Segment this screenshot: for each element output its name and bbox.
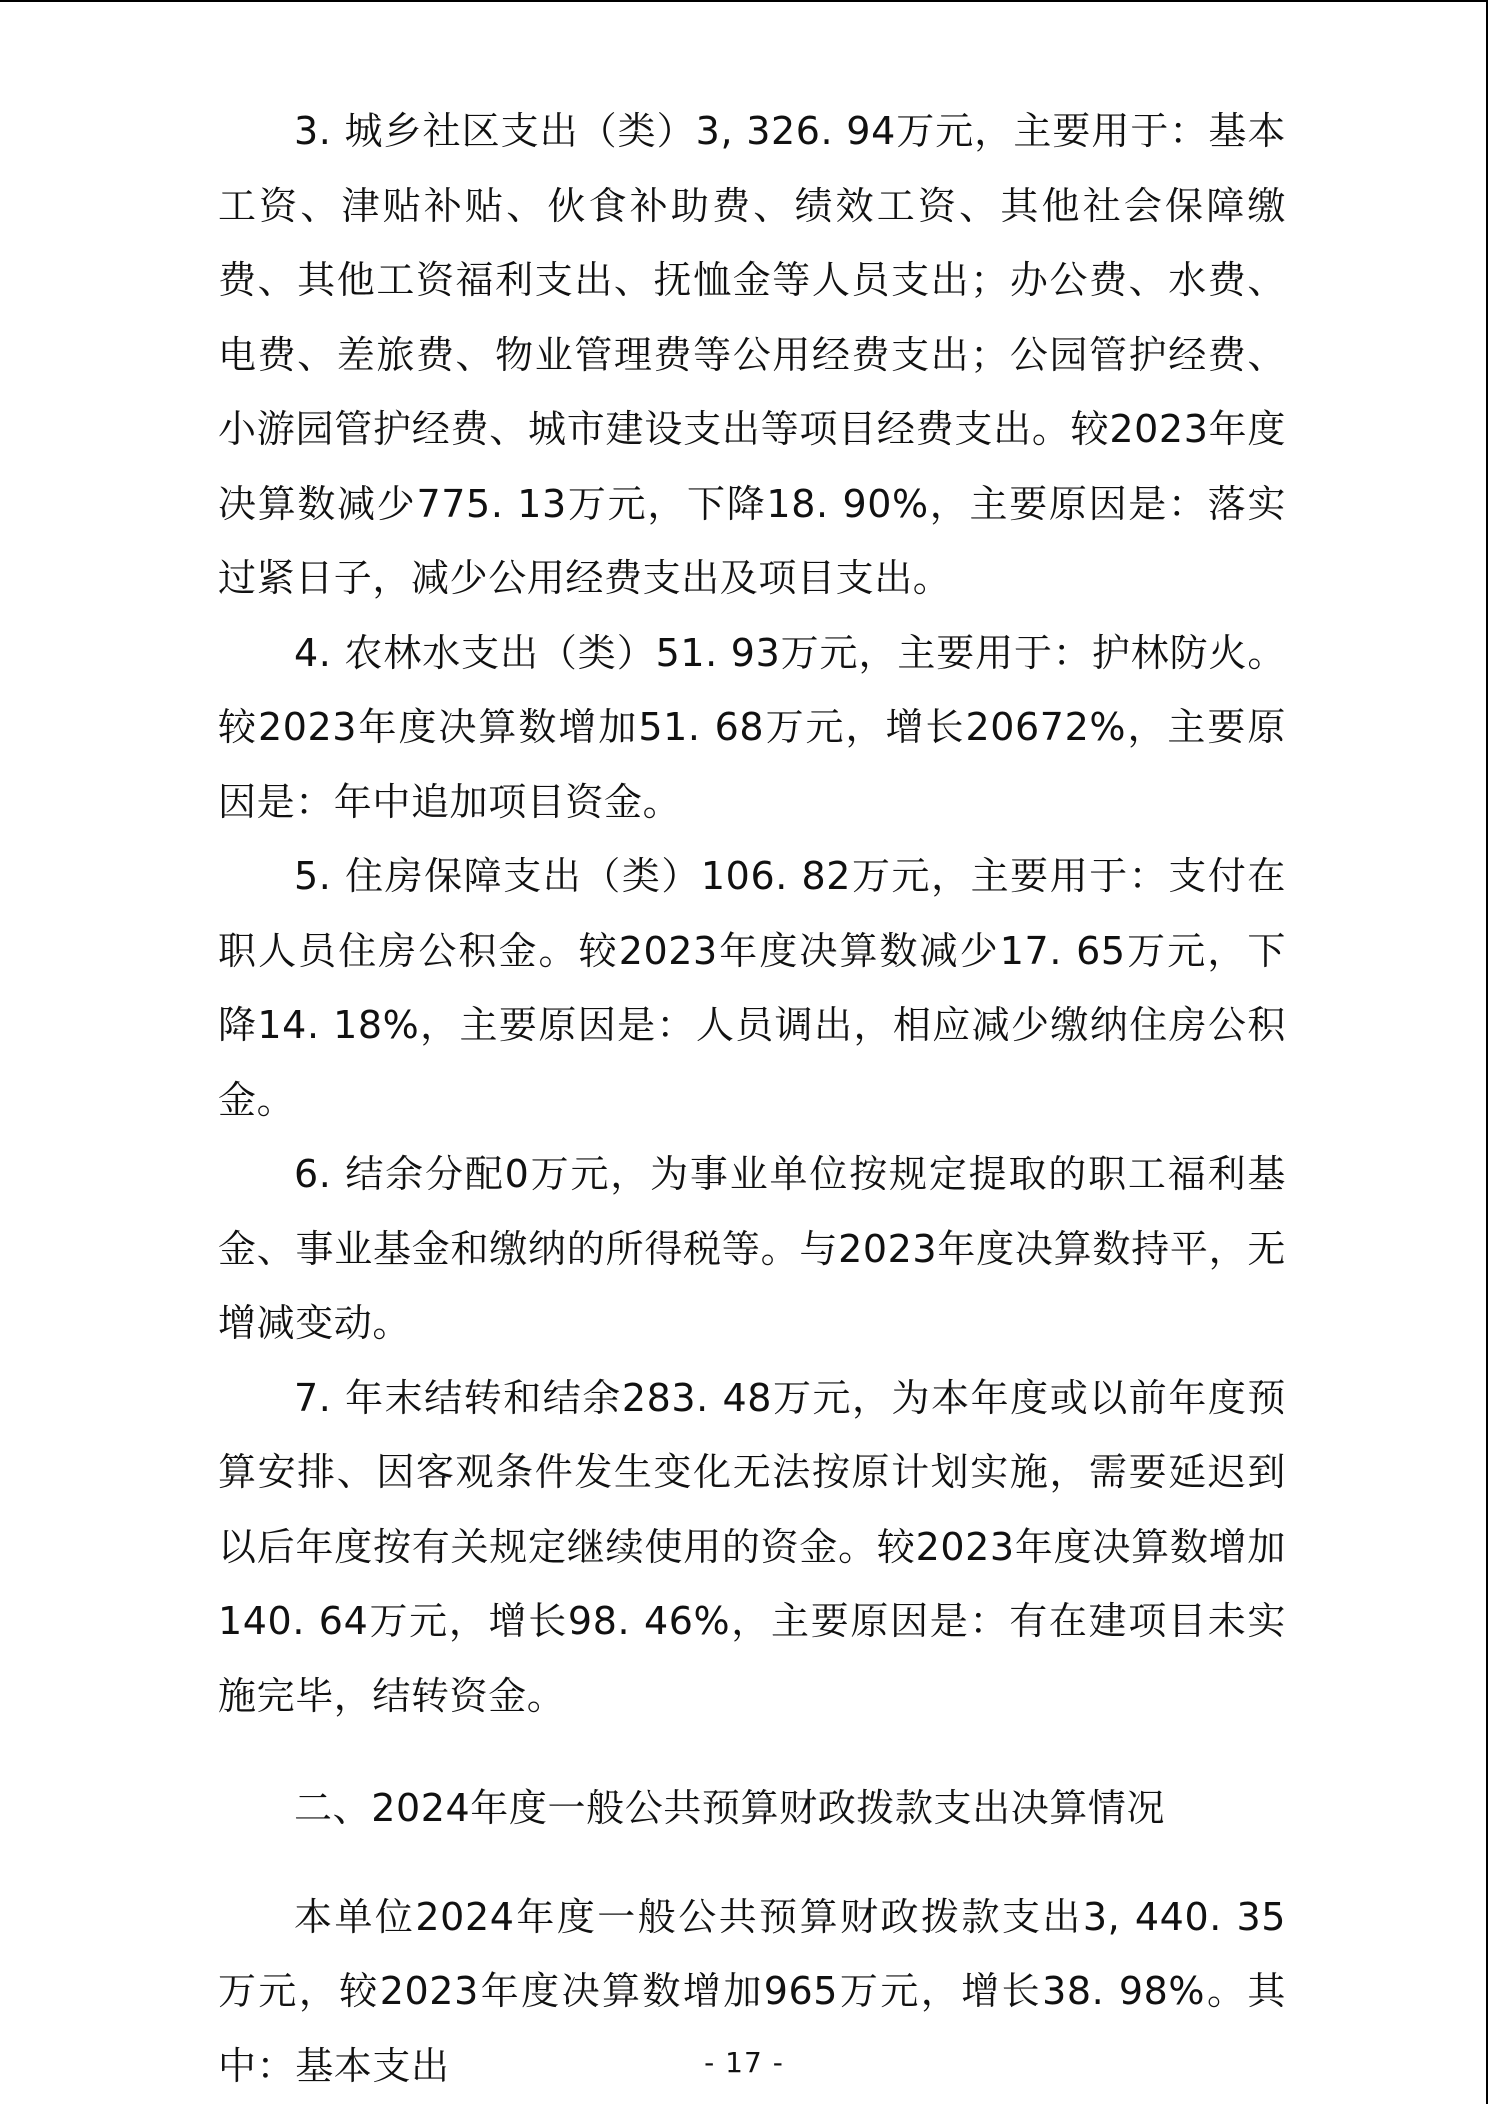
page-body <box>218 94 1286 2103</box>
paragraph-year-end-carryover: 7. 年末结转和结余283. 48万元，为本年度或以前年度预算安排、因客观条件发生变化无法按原计划实施，需要延迟到以后年度按有关规定继续使用的资金。较2023年度决算数增加140. 64万元，增长98. 46%，主要原因是：有在建项目未实施完毕，结转资金。 <box>218 1375 1287 1718</box>
paragraph-surplus-distribution: 6. 结余分配0万元，为事业单位按规定提取的职工福利基金、事业基金和缴纳的所得税等。与2023年度决算数持平，无增减变动。 <box>218 1152 1286 1345</box>
paragraph-urban-rural-community-expense: 3. 城乡社区支出（类）3, 326. 94万元，主要用于：基本工资、津贴补贴、伙食补助费、绩效工资、其他社会保障缴费、其他工资福利支出、抚恤金等人员支出；办公费、水费、电费、差旅费、物业管理费等公用经费支出；公园管护经费、小游园管护经费、城市建设支出等项目经费支出。较2023年度决算数减少775. 13万元，下降18. 90%，主要原因是：落实过紧日子，减少公用经费支出及项目支出。 <box>218 109 1286 600</box>
paragraph-housing-security-expense: 5. 住房保障支出（类）106. 82万元，主要用于：支付在职人员住房公积金。较2023年度决算数减少17. 65万元，下降14. 18%，主要原因是：人员调出，相应减少缴纳住房公积金。 <box>218 854 1286 1122</box>
paragraph-general-budget-expense: 本单位2024年度一般公共预算财政拨款支出3, 440. 35万元，较2023年度决算数增加965万元，增长38. 98%。其中：基本支出 <box>218 1894 1286 2088</box>
section-heading: 二、2024年度一般公共预算财政拨款支出决算情况 <box>294 1786 1166 1830</box>
paragraph-agriculture-forestry-water-expense: 4. 农林水支出（类）51. 93万元，主要用于：护林防火。较2023年度决算数增加51. 68万元，增长20672%，主要原因是：年中追加项目资金。 <box>218 630 1286 824</box>
page-number: - 17 - <box>704 2046 784 2079</box>
